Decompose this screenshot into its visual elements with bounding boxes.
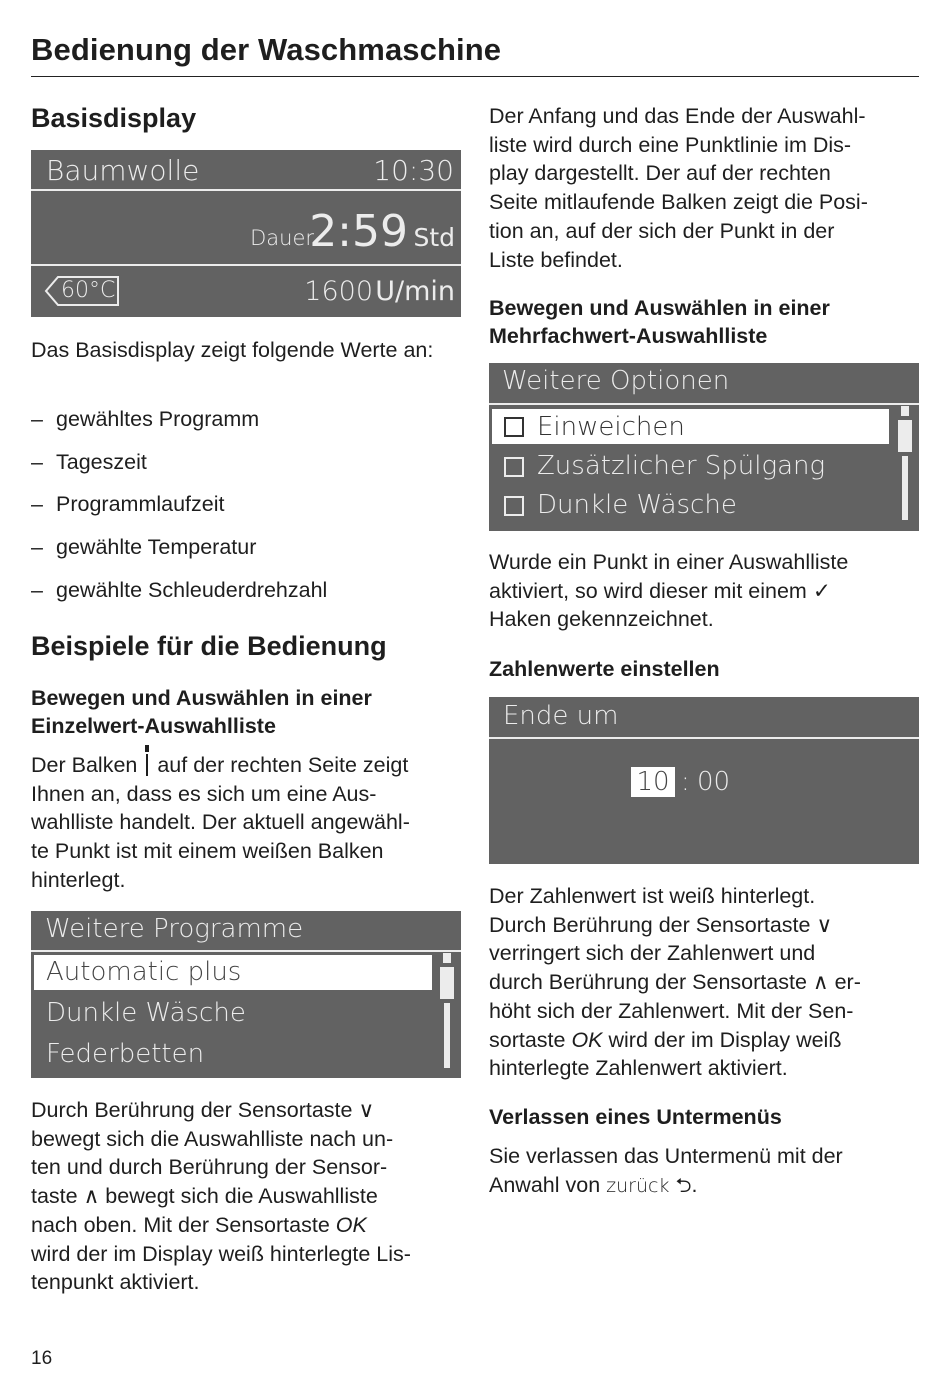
header-rule: [31, 76, 919, 77]
display-program: Baumwolle: [46, 154, 200, 187]
scrollbar-thumb: [898, 420, 912, 452]
numbers-heading: Zahlenwerte einstellen: [489, 657, 720, 681]
options-display: [489, 363, 919, 531]
checkbox-icon: [504, 457, 524, 477]
back-label: zurück: [606, 1174, 670, 1197]
programs-item-1: Dunkle Wäsche: [46, 998, 246, 1028]
list-item: – gewählte Schleuderdrehzahl: [31, 578, 328, 602]
checkbox-icon: [504, 417, 524, 437]
scrollbar-top: [443, 953, 451, 963]
scrollbar-track: [902, 456, 908, 520]
back-arrow-icon: ⮌: [675, 1172, 692, 1197]
minutes-value: 00: [697, 767, 731, 797]
display-temperature: 60°C: [61, 278, 116, 303]
page-title: Bedienung der Waschmaschine: [31, 32, 502, 67]
single-heading-line1: Bewegen und Auswählen in einer: [31, 686, 372, 710]
basis-display: [31, 150, 461, 317]
multi-heading-line2: Mehrfachwert-Auswahlliste: [489, 324, 768, 348]
display-duration-value: 2:59: [309, 206, 408, 257]
options-item-0: Einweichen: [537, 412, 685, 442]
checkmark-icon: ✓: [812, 578, 831, 603]
hours-value: 10: [631, 767, 675, 797]
options-item-1: Zusätzlicher Spülgang: [537, 451, 826, 481]
right-intro: Der Anfang und das Ende der Auswahl- liste wird durch eine Punktlinie im Dis- play dargestellt. Der auf der rechten Seite mitlaufende Balken zeigt die Posi- tion an, auf der sich der Punkt in der Liste befindet.: [489, 104, 868, 272]
single-after-text: Durch Berührung der Sensortaste ∨ bewegt sich die Auswahlliste nach un- ten und durch Berührung der Sensor- taste ∧ bewegt sich die Auswahlliste nach oben. Mit der Sensortaste OK wird der im Display weiß hinterlegte Lis- tenpunkt aktiviert.: [31, 1098, 411, 1295]
display-time: 10:30: [373, 154, 454, 187]
single-heading-line2: Einzelwert-Auswahlliste: [31, 714, 276, 738]
end-time-display-title: Ende um: [503, 701, 619, 731]
list-item: – gewähltes Programm: [31, 407, 260, 431]
display-duration-unit: Std: [413, 223, 455, 252]
programs-item-0: Automatic plus: [46, 957, 242, 987]
basisdisplay-heading: Basisdisplay: [31, 103, 197, 133]
time-colon: :: [681, 767, 690, 797]
end-time-display: [489, 697, 919, 864]
programs-display: [31, 911, 461, 1078]
leave-heading: Verlassen eines Untermenüs: [489, 1105, 782, 1129]
examples-heading: Beispiele für die Bedienung: [31, 631, 387, 661]
list-item: – Tageszeit: [31, 450, 147, 474]
page-header: [31, 30, 919, 70]
list-item: – Programmlaufzeit: [31, 492, 225, 516]
scrollbar-thumb: [440, 967, 454, 999]
display-spin-value: 1600: [304, 276, 373, 307]
checkbox-icon: [504, 496, 524, 516]
numbers-after-text: Der Zahlenwert ist weiß hinterlegt. Durch Berührung der Sensortaste ∨ verringert sich der Zahlenwert und durch Berührung der Sensortaste ∧ er- höht sich der Zahlenwert. Mit der Sen- sortaste OK wird der im Display weiß hinterlegte Zahlenwert aktiviert.: [489, 884, 861, 1081]
display-duration-label: Dauer: [250, 226, 314, 250]
page-number: 16: [31, 1348, 53, 1369]
options-item-2: Dunkle Wäsche: [537, 490, 737, 520]
list-item: – gewählte Temperatur: [31, 535, 257, 559]
options-display-title: Weitere Optionen: [502, 366, 730, 396]
leave-text: Sie verlassen das Untermenü mit der Anwahl von zurück ⮌.: [489, 1144, 843, 1197]
basis-intro: Das Basisdisplay zeigt folgende Werte an:: [31, 338, 434, 362]
single-text: Der Balken auf der rechten Seite zeigt Ihnen an, dass es sich um eine Aus- wahlliste handelt. Der aktuell angewähl- te Punkt ist mit einem weißen Balken hinterlegt.: [31, 751, 463, 895]
display-spin-unit: U/min: [375, 276, 455, 307]
multi-after-text: Wurde ein Punkt in einer Auswahlliste aktiviert, so wird dieser mit einem ✓ Haken gekennzeichnet.: [489, 550, 849, 632]
programs-display-title: Weitere Programme: [45, 914, 304, 944]
programs-item-2: Federbetten: [46, 1039, 205, 1069]
multi-heading-line1: Bewegen und Auswählen in einer: [489, 296, 830, 320]
scrollbar-track: [444, 1003, 450, 1068]
bar-icon: [143, 751, 151, 779]
scrollbar-top: [901, 406, 909, 416]
